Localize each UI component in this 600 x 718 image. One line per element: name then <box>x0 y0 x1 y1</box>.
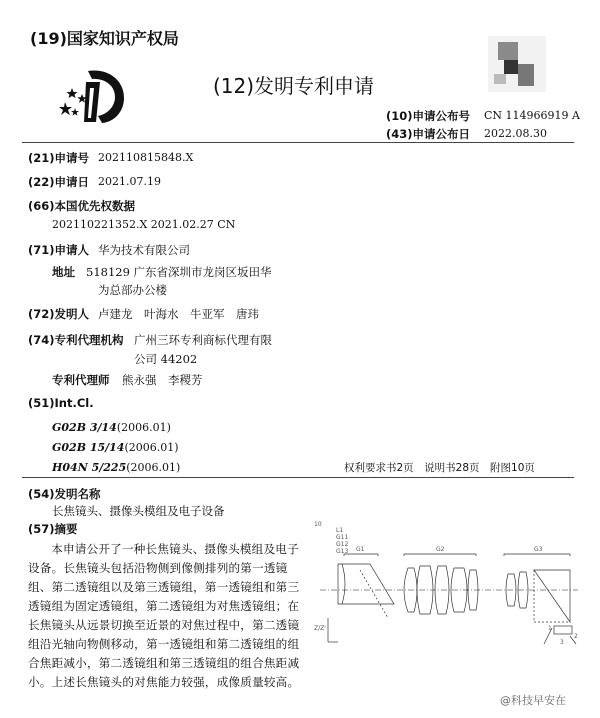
title-label: (54)发明名称 <box>28 487 101 501</box>
document-type: (12)发明专利申请 <box>213 74 375 98</box>
app-date: 2021.07.19 <box>98 175 161 188</box>
intcl-label: (51)Int.Cl. <box>28 396 94 410</box>
ref-3: 3 <box>560 639 564 646</box>
lens-diagram <box>308 518 586 658</box>
ref-2: 2 <box>574 633 578 640</box>
ref-g1: G1 <box>356 546 365 553</box>
pub-date-label: (43)申请公布日 <box>386 127 471 141</box>
ref-g3: G3 <box>534 546 543 553</box>
address-label: 地址 <box>52 265 75 279</box>
ref-axis: Z/Z' <box>314 625 326 632</box>
ipc-row <box>52 416 171 435</box>
app-no-label: (21)申请号 <box>28 151 90 165</box>
ipc-row <box>52 456 180 475</box>
applicant: 华为技术有限公司 <box>98 243 190 257</box>
agents: 熊永强 李稷芳 <box>122 373 203 387</box>
abstract-text: 本申请公开了一种长焦镜头、摄像头模组及电子设备。长焦镜头包括沿物侧到像侧排列的第一透镜组、第二透镜组以及第三透镜组，第一透镜组和第三透镜组为固定透镜组，第二透镜组为对焦透镜组；在长焦镜头从远景切换至近景的对焦过程中，第二透镜组沿光轴向物侧移动，第一透镜组和第二透镜组的组合焦距减小，第二透镜组和第三透镜组的组合焦距减小。上述长焦镜头的对焦能力较强，成像质量较高。 <box>28 542 300 689</box>
ref-g2: G2 <box>436 546 445 553</box>
priority-label: (66)本国优先权数据 <box>28 199 136 213</box>
priority-data: 202110221352.X 2021.02.27 CN <box>52 218 236 231</box>
office-name: (19)国家知识产权局 <box>30 29 179 48</box>
invention-title: 长焦镜头、摄像头模组及电子设备 <box>52 504 225 518</box>
agency-line-1: 广州三环专利商标代理有限 <box>134 333 272 347</box>
ref-g13: G13 <box>336 548 349 555</box>
ipc-code: G02B 3/14 <box>52 421 117 434</box>
ipc-row <box>52 436 179 455</box>
inventors-label: (72)发明人 <box>28 307 90 321</box>
ipc-code: G02B 15/14 <box>52 441 125 454</box>
agency-label: (74)专利代理机构 <box>28 333 124 347</box>
pub-no: CN 114966919 A <box>484 109 580 122</box>
ref-l1: L1 <box>336 527 344 534</box>
pub-date: 2022.08.30 <box>484 127 547 140</box>
app-date-label: (22)申请日 <box>28 175 90 189</box>
ref-g12: G12 <box>336 541 349 548</box>
ipc-date: (2006.01) <box>116 421 171 434</box>
ref-g11: G11 <box>336 534 349 541</box>
app-no: 202110815848.X <box>98 151 194 164</box>
inventors: 卢建龙 叶海水 牛亚军 唐玮 <box>98 307 259 321</box>
ipc-date: (2006.01) <box>124 441 179 454</box>
abstract-label: (57)摘要 <box>28 522 78 536</box>
page-counts: 权利要求书2页 说明书28页 附图10页 <box>344 462 535 474</box>
agent-label: 专利代理师 <box>52 373 110 387</box>
ref-10: 10 <box>314 521 322 528</box>
ipc-date: (2006.01) <box>126 461 181 474</box>
qr-code <box>488 36 546 92</box>
watermark: @科技早安在 <box>500 694 566 707</box>
ref-1: 1 <box>548 625 552 632</box>
pub-no-label: (10)申请公布号 <box>386 109 471 123</box>
cnipa-logo-graphic <box>58 66 130 124</box>
address-line-2: 为总部办公楼 <box>98 283 167 297</box>
section-divider <box>22 477 574 478</box>
cnipa-logo <box>58 66 130 124</box>
ipc-code: H04N 5/225 <box>52 461 127 474</box>
header-divider <box>22 142 574 143</box>
address-line-1: 518129 广东省深圳市龙岗区坂田华 <box>86 265 272 279</box>
applicant-label: (71)申请人 <box>28 243 90 257</box>
agency-line-2: 公司 44202 <box>134 352 198 366</box>
